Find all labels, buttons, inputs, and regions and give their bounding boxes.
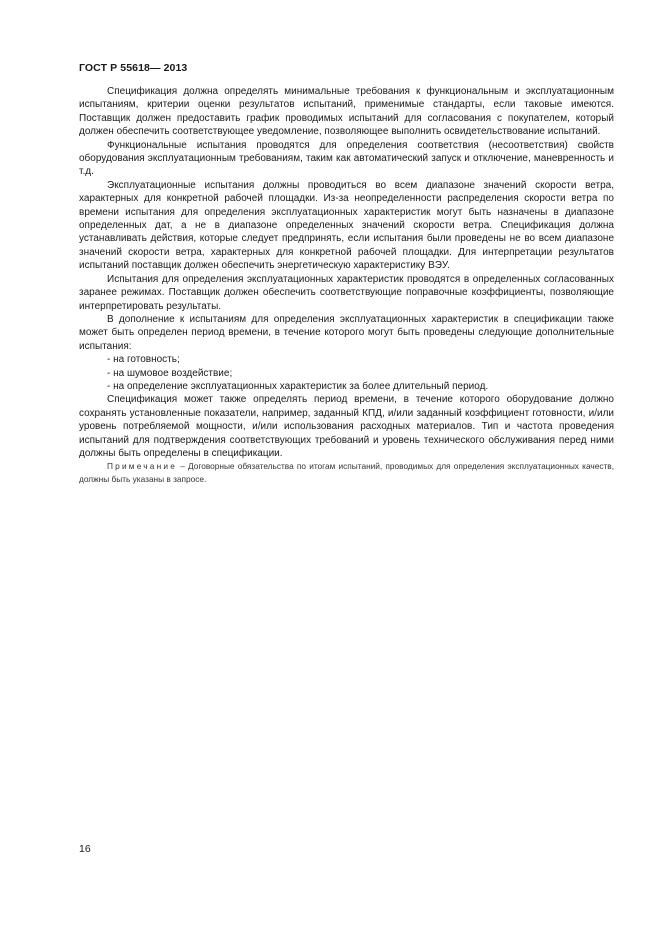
document-body <box>79 85 614 486</box>
page-number: 16 <box>79 843 91 855</box>
list-item: - на готовность; <box>107 354 180 366</box>
paragraph-specification-requirements: Спецификация должна определять минимальные требования к функциональным и эксплуатационным испытаниям, критерии оценки результатов испытаний, применимые стандарты, если таковые имеются. Поставщик должен предоставить график проводимых испытаний для согласования с покупателем, который должен обеспечить соответствующее уведомление, позволяющее выполнить освидетельствование испытаний. <box>79 86 614 138</box>
paragraph-test-modes: Испытания для определения эксплуатационных характеристик проводятся в определенных согласованных заранее режимах. Поставщик должен обеспечить соответствующие поправочные коэффициенты, позволяющие интерпретировать результаты. <box>79 273 614 312</box>
list-item: - на шумовое воздействие; <box>107 367 233 379</box>
list-item: - на определение эксплуатационных характеристик за более длительный период. <box>107 380 489 392</box>
paragraph-performance-period: Спецификация может также определять период времени, в течение которого оборудование должно сохранять установленные показатели, например, заданный КПД, и/или заданный коэффициент готовности, и/или уровень потребляемой мощности, и/или использования расходных материалов. Тип и частота проведения испытаний для подтверждения соответствующих требований и уровень технического обслуживания перед ними должны быть определены в спецификации. <box>79 394 614 459</box>
note <box>79 460 614 486</box>
paragraph-operational-tests: Эксплуатационные испытания должны проводиться во всем диапазоне значений скорости ветра, характерных для конкретной рабочей площадки. Из-за неопределенности распределения скорости ветра по времени испытания для определения эксплуатационных характеристик могут быть назначены в диапазоне определенных дат, а не в диапазоне определенных значений скорости ветра. Спецификация должна устанавливать действия, которые следует предпринять, если испытания были проведены не во всем диапазоне значений скорости ветра, характерных для конкретной рабочей площадки. Для интерпретации результатов испытаний поставщик должен обеспечить энергетическую характеристику ВЭУ. <box>79 179 614 272</box>
document-header: ГОСТ Р 55618— 2013 <box>79 62 188 74</box>
note-label: Примечание <box>107 461 178 472</box>
paragraph-additional-tests: В дополнение к испытаниям для определения эксплуатационных характеристик в спецификации также может быть определен период времени, в течение которого могут быть проведены следующие дополнительные испытания: <box>79 313 614 352</box>
paragraph-functional-tests: Функциональные испытания проводятся для определения соответствия (несоответствия) свойств оборудования эксплуатационным требованиям, таким как автоматический запуск и отключение, маневренность и т.д. <box>79 139 614 178</box>
note-text: – Договорные обязательства по итогам испытаний, проводимых для определения эксплуатационных качеств, должны быть указаны в запросе. <box>79 461 614 485</box>
